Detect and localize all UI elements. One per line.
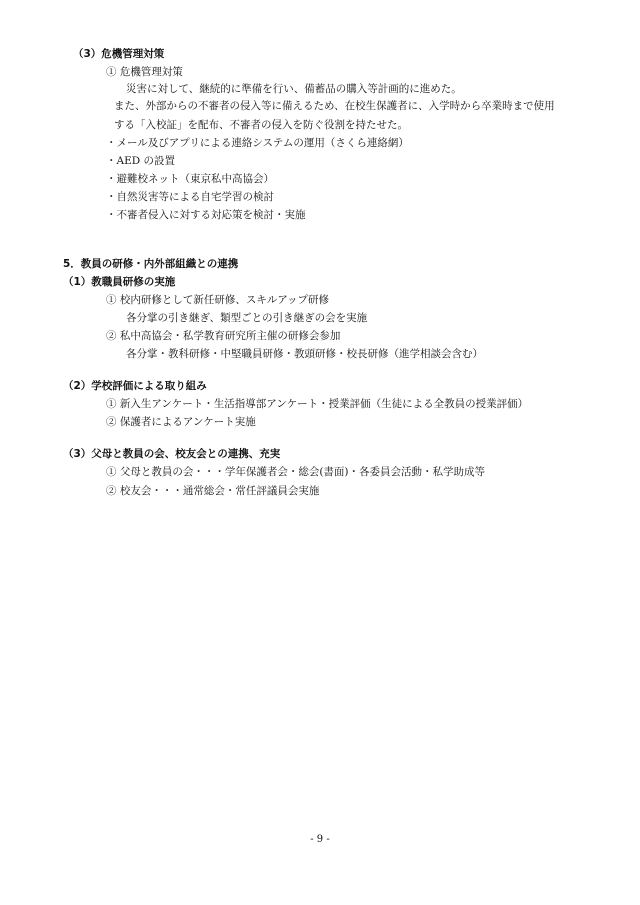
training-item-1-detail: 各分掌の引き継ぎ、類型ごとの引き継ぎの会を実施 [126, 312, 368, 324]
subsection-heading-staff-training: （1）教職員研修の実施 [63, 276, 176, 288]
training-item-2-detail: 各分掌・教科研修・中堅職員研修・教頭研修・校長研修（進学相談会含む） [126, 348, 483, 360]
subsection-heading-parent-alumni-cooperation: （3）父母と教員の会、校友会との連携、充実 [63, 448, 281, 460]
crisis-paragraph-line-3: する「入校証」を配布、不審者の侵入を防ぐ役割を持たせた。 [114, 119, 408, 131]
crisis-bullet-4: ・自然災害等による自宅学習の検討 [106, 191, 274, 203]
chapter-heading-teacher-training: 5．教員の研修・内外部組織との連携 [63, 258, 239, 270]
crisis-bullet-5: ・不審者侵入に対する対応策を検討・実施 [106, 209, 306, 221]
evaluation-item-1: ① 新入生アンケート・生活指導部アンケート・授業評価（生徒による全教員の授業評価） [106, 398, 529, 410]
cooperation-item-2: ② 校友会・・・通常総会・常任評議員会実施 [106, 485, 320, 497]
cooperation-item-1: ① 父母と教員の会・・・学年保護者会・総会(書面)・各委員会活動・私学助成等 [106, 466, 486, 478]
evaluation-item-2: ② 保護者によるアンケート実施 [106, 416, 256, 428]
crisis-bullet-2: ・AED の設置 [106, 155, 176, 167]
subsection-heading-school-evaluation: （2）学校評価による取り組み [63, 380, 207, 392]
section-heading-crisis-management: （3）危機管理対策 [73, 48, 165, 60]
crisis-bullet-1: ・メール及びアプリによる連絡システムの運用（さくら連絡網） [106, 137, 409, 149]
crisis-paragraph-line-2: また、外部からの不審者の侵入等に備えるため、在校生保護者に、入学時から卒業時まで使用 [114, 100, 555, 112]
crisis-item-title: ① 危機管理対策 [106, 66, 183, 78]
page-number: - 9 - [310, 834, 330, 845]
crisis-bullet-3: ・避難校ネット（東京私中高協会） [106, 173, 274, 185]
training-item-1-title: ① 校内研修として新任研修、スキルアップ研修 [106, 294, 329, 306]
crisis-paragraph-line-1: 災害に対して、継続的に準備を行い、備蓄品の購入等計画的に進めた。 [126, 83, 462, 95]
training-item-2-title: ② 私中高協会・私学教育研究所主催の研修会参加 [106, 330, 341, 342]
